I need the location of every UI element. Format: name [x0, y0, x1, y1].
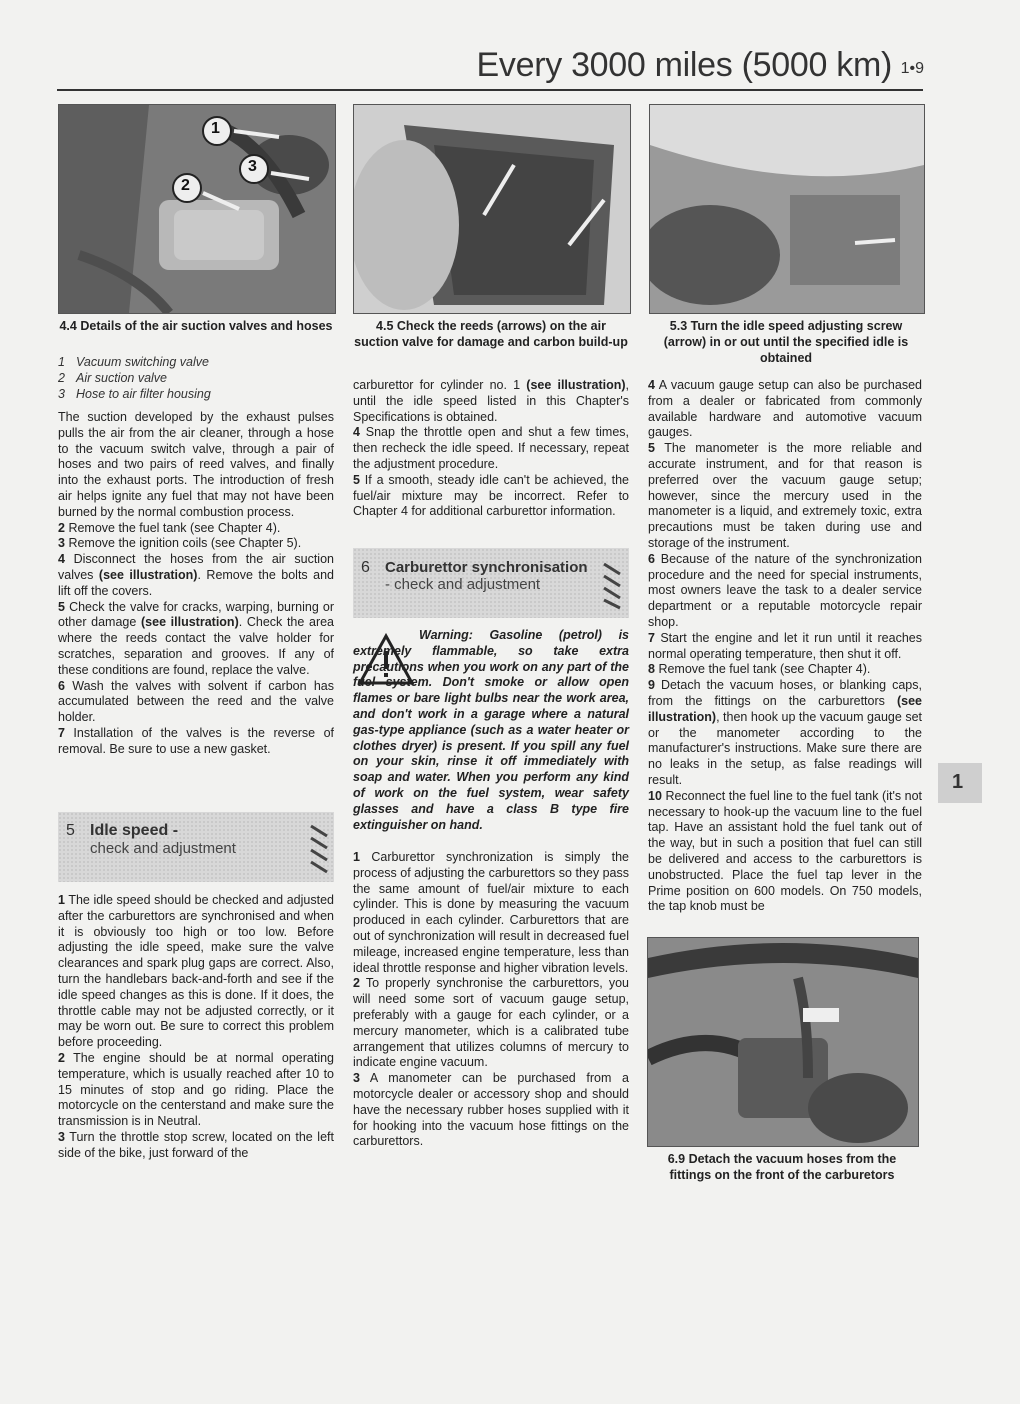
difficulty-wrench-icon: [601, 556, 623, 612]
paragraph: 6 Wash the valves with solvent if carbon has accumulated between the reed and the valve holder.: [58, 678, 334, 725]
paragraph: 3 Remove the ignition coils (see Chapter 5).: [58, 536, 302, 551]
callout-2: 2: [181, 177, 190, 194]
header-rule: [57, 89, 923, 91]
paragraph: The suction developed by the exhaust pulses pulls the air from the air cleaner, through a hose to the vacuum switch valve, through a pair of hoses and two pairs of reed valves, and finally into the exhaust ports. The introduction of fresh air helps ignite any fuel that may not have been burned by the normal combustion process.: [58, 410, 334, 519]
reed-valve-photo-illustration: [354, 105, 630, 313]
paragraph: 3 A manometer can be purchased from a motorcycle dealer or accessory shop and should have the necessary rubber hoses supplied with it for hooking into the vacuum hose fittings on the carburettors.: [353, 1071, 629, 1149]
caption-4-5: 4.5 Check the reeds (arrows) on the air suction valve for damage and carbon build-up: [354, 319, 628, 349]
section-number: 5: [66, 822, 75, 839]
legend-item: 1 Vacuum switching valve: [58, 355, 209, 369]
legend-item: 3 Hose to air filter housing: [58, 387, 211, 401]
column-1-lower: [58, 893, 334, 1162]
column-3-text: [648, 378, 922, 915]
column-2-lower: [353, 850, 629, 1150]
paragraph: 6 Because of the nature of the synchronization procedure and the need for special instruments, most owners leave the task to a dealer service department or a reputable motorcycle repair shop.: [648, 551, 922, 629]
paragraph: 2 The engine should be at normal operating temperature, which is usually reached after 10 to 15 minutes of stop and go riding. Place the motorcycle on the centerstand and make sure the transmission is in Neutral.: [58, 1050, 334, 1129]
carburetor-photo-illustration: [648, 938, 918, 1146]
column-2-upper: [353, 378, 629, 520]
section-subtitle: - check and adjustment: [385, 576, 541, 593]
paragraph: 10 Reconnect the fuel line to the fuel tank (it's not necessary to hook-up the vacuum line to the fuel tap. Have an assistant hold the fuel tank out of the way, but in such a position that fuel can still be delivered and access to the carburettors is unobstructed. Place the fuel tap lever in the Prime position on 600 models. On 750 models, the tap knob must be: [648, 788, 922, 914]
section-title: Carburettor synchronisation: [385, 559, 588, 576]
photo-5-3: [649, 104, 925, 314]
paragraph: 1 The idle speed should be checked and adjusted after the carburettors are synchronised and when it is obviously too high or too low. Before adjusting the idle speed, make sure the valve clearances and spark plug gaps are correct. Also, turn the handlebars back-and-forth and see if the idle speed changes as this is done. If it does, the throttle cable may not be adjusted correctly, or it may be worn out. Be sure to correct this problem before proceeding.: [58, 893, 334, 1050]
paragraph: carburettor for cylinder no. 1 (see illustration), until the idle speed listed in this Chapter's Specifications is obtained.: [353, 378, 630, 424]
paragraph: 7 Installation of the valves is the reverse of removal. Be sure to use a new gasket.: [58, 725, 334, 756]
idle-screw-photo-illustration: [650, 105, 924, 313]
paragraph: 5 If a smooth, steady idle can't be achieved, the fuel/air mixture may be incorrect. Refer to Chapter 4 for additional carburettor information.: [353, 472, 629, 519]
chapter-tab: [938, 763, 982, 803]
paragraph: 4 Disconnect the hoses from the air suction valves (see illustration). Remove the bolts and lift off the covers.: [58, 552, 335, 598]
paragraph: 2 To properly synchronise the carburettors, you will need some sort of vacuum gauge setup, preferably with a gauge for each cylinder, or a mercury manometer, which is a calibrated tube arrangement that utilizes columns of mercury to indicate engine vacuum.: [353, 976, 629, 1070]
section-5-heading-box: [58, 812, 334, 882]
callout-1: 1: [211, 120, 220, 137]
callout-3: 3: [248, 158, 257, 175]
photo-4-4: [58, 104, 336, 314]
paragraph: 4 A vacuum gauge setup can also be purchased from a dealer or fabricated from commonly available hardware and automotive vacuum gauges.: [648, 378, 922, 440]
photo-4-5: [353, 104, 631, 314]
caption-6-9: 6.9 Detach the vacuum hoses from the fittings on the front of the carburetors: [667, 1152, 897, 1182]
paragraph: 3 Turn the throttle stop screw, located on the left side of the bike, just forward of the: [58, 1129, 334, 1160]
chapter-tab-number: 1: [952, 771, 964, 793]
paragraph: 5 Check the valve for cracks, warping, burning or other damage (see illustration). Check the area where the reeds contact the valve holder for scratches, separation and grooves. If any of these conditions are found, replace the valve.: [58, 599, 335, 677]
paragraph: 2 Remove the fuel tank (see Chapter 4).: [58, 520, 281, 535]
page-header-title: Every 3000 miles (5000 km): [476, 46, 892, 84]
section-6-heading-box: [353, 548, 629, 618]
paragraph: 4 Snap the throttle open and shut a few times, then recheck the idle speed. If necessary, repeat the adjustment procedure.: [353, 425, 629, 471]
paragraph: 5 The manometer is the more reliable and accurate instrument, and for that reason is preferred over the vacuum gauge setup; however, since the mercury used in the manometer is a liquid, and extremely toxic, extra precautions must be taken during use and storage of the instrument.: [648, 441, 923, 550]
figure-legend: [58, 354, 334, 402]
column-1-upper: [58, 410, 334, 758]
page-number: 1•9: [900, 60, 924, 77]
section-title: Idle speed -: [90, 822, 179, 839]
section-subtitle: check and adjustment: [90, 840, 236, 857]
paragraph: 1 Carburettor synchronization is simply the process of adjusting the carburettors so they pass the same amount of fuel/air mixture to each cylinder. This is done by measuring the vacuum produced in each cylinder. Carburettors that are out of synchronization will result in decreased fuel mileage, increased engine temperature, less than ideal throttle response and higher vibration levels.: [353, 850, 629, 975]
legend-item: 2 Air suction valve: [58, 371, 168, 385]
caption-5-3: 5.3 Turn the idle speed adjusting screw (arrow) in or out until the specified idle is obtained: [663, 319, 909, 365]
fuel-warning: Warning: Gasoline (petrol) is extremely flammable, so take extra precautions when you work on any part of the fuel system. Don't smoke or allow open flames or bare light bulbs near the work area, and don't work in a garage where a natural gas-type appliance (such as a water heater or clothes dryer) is present. If you spill any fuel on your skin, rinse it off immediately with soap and water. When you perform any kind of work on the fuel system, wear safety glasses and have a class B type fire extinguisher on hand.: [353, 628, 629, 832]
photo-6-9: [647, 937, 919, 1147]
caption-4-4: 4.4 Details of the air suction valves and hoses: [59, 319, 333, 333]
section-number: 6: [361, 559, 370, 576]
paragraph: 8 Remove the fuel tank (see Chapter 4).: [648, 662, 871, 677]
paragraph: 7 Start the engine and let it run until it reaches normal operating temperature, then shut it off.: [648, 630, 922, 661]
difficulty-wrench-icon: [308, 818, 330, 878]
paragraph: 9 Detach the vacuum hoses, or blanking caps, from the fittings on the carburettors (see illustration), then hook up the vacuum gauge set or the manometer according to the manufacturer's instructions. Make sure there are no leaks in the setup, as false readings will result.: [648, 678, 923, 787]
engine-photo-illustration: [59, 105, 335, 313]
